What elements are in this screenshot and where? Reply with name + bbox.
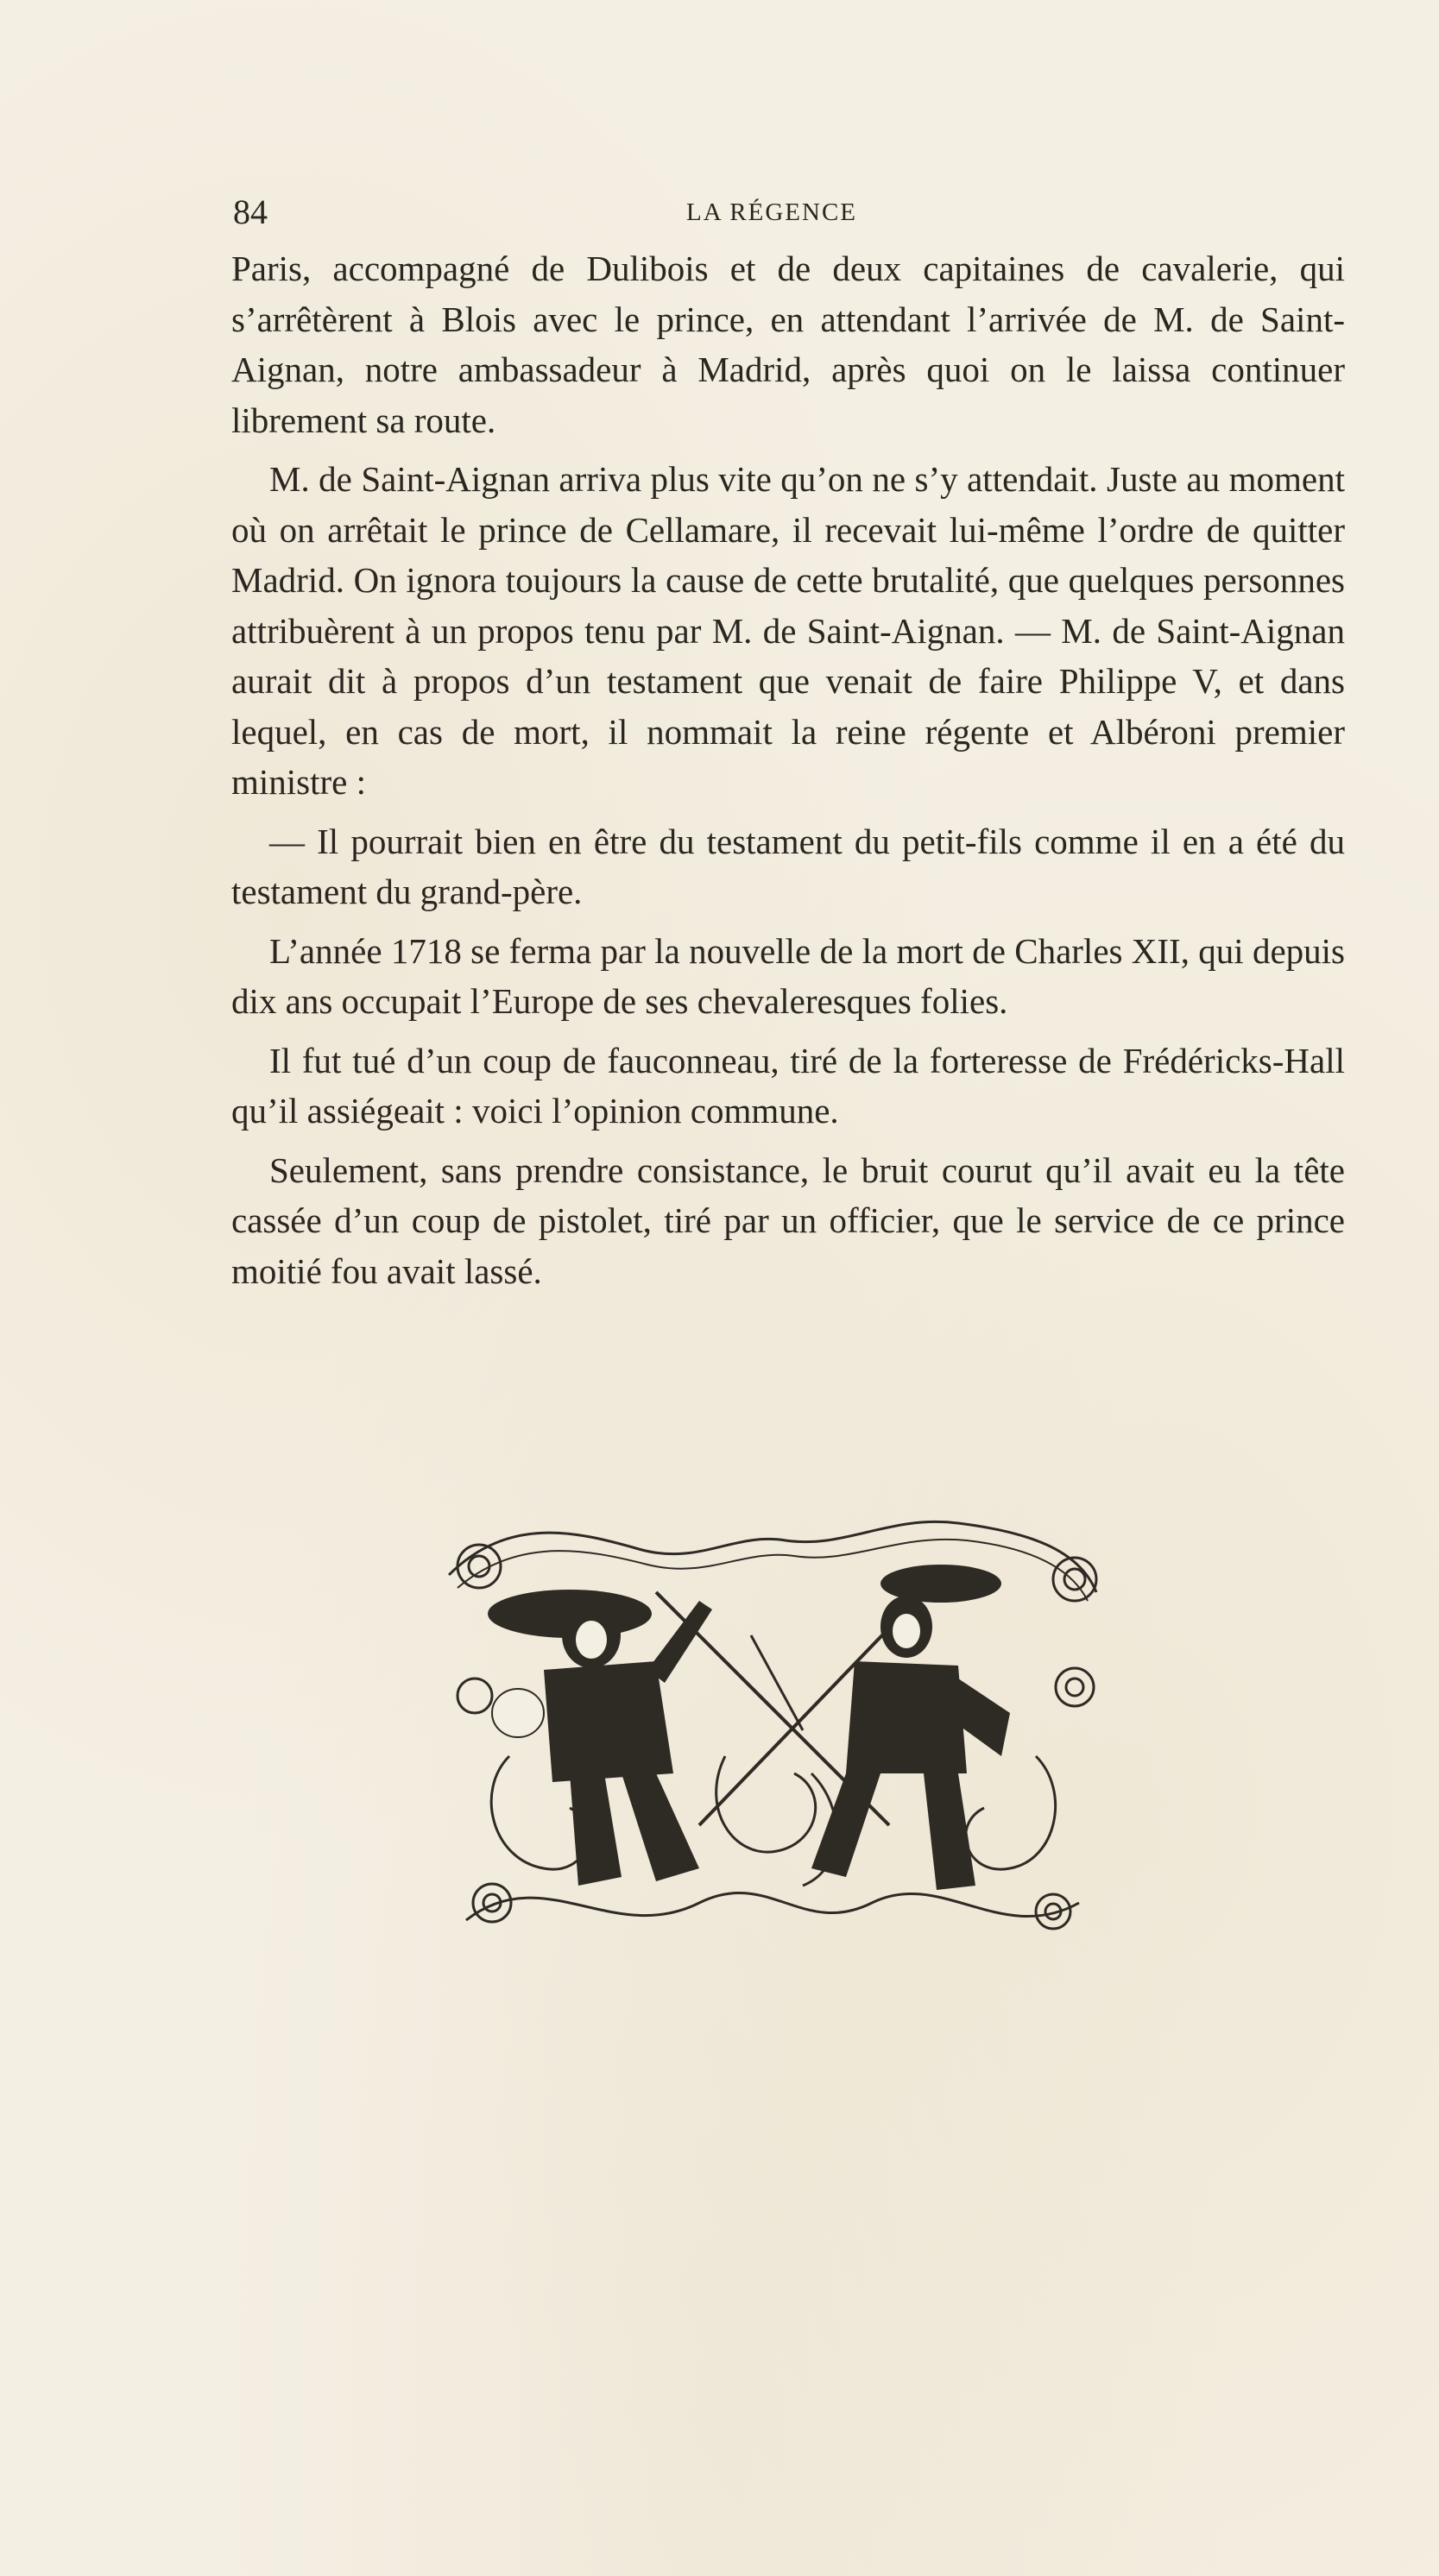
paragraph: L’année 1718 se ferma par la nouvelle de la mort de Charles XII, qui depuis dix ans occupait l’Europe de ses chevaleresques folies. (231, 930, 1345, 1021)
running-title: LA RÉGENCE (686, 198, 858, 226)
paragraph-continued: Paris, accompagné de Dulibois et de deux capitaines de cavalerie, qui s’arrêtèrent à Blois avec le prince, en attendant l’arrivée de M. de Saint-Aignan, notre ambassadeur à Madrid, après quoi on le laissa continuer librement sa route. (231, 249, 1345, 440)
paragraph: Il fut tué d’un coup de fauconneau, tiré de la forteresse de Frédéricks-Hall qu’il assiégeait : voici l’opinion commune. (231, 1040, 1345, 1131)
paragraph: Seulement, sans prendre consistance, le bruit courut qu’il avait eu la tête cassée d’un coup de pistolet, tiré par un officier, que le service de ce prince moitié fou avait lassé. (231, 1149, 1345, 1291)
paragraph-quote: — Il pourrait bien en être du testament du petit-fils comme il en a été du testament du grand-père. (231, 821, 1345, 911)
page-number: 84 (233, 192, 268, 231)
engraved-vignette-illustration (440, 1497, 1105, 1959)
running-head (233, 192, 1347, 231)
body-text (231, 243, 1345, 1305)
paragraph: M. de Saint-Aignan arriva plus vite qu’on ne s’y attendait. Juste au moment où on arrêtait le prince de Cellamare, il recevait lui-même l’ordre de quitter Madrid. On ignora toujours la cause de cette brutalité, que quelques personnes attribuèrent à un propos tenu par M. de Saint-Aignan. — M. de Saint-Aignan aurait dit à propos d’un testament que venait de faire Philippe V, et dans lequel, en cas de mort, il nommait la reine régente et Albéroni premier ministre : (231, 459, 1345, 802)
